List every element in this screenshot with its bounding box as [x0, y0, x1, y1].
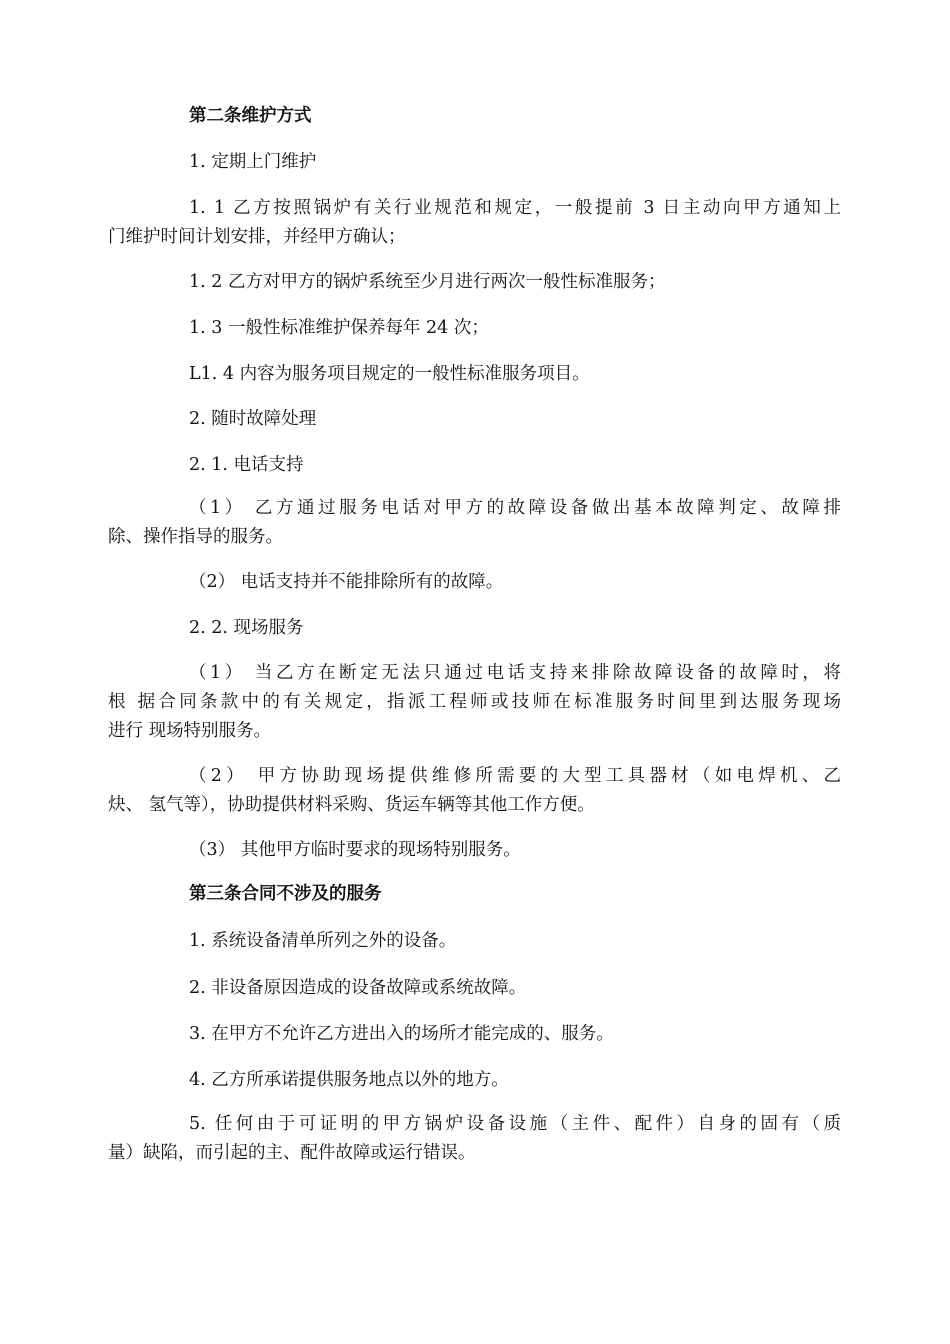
item-2-heading: 2. 随时故障处理: [189, 409, 317, 429]
item-2-1-para-2: （2） 电话支持并不能排除所有的故障。: [189, 572, 504, 592]
section-3-item-2: 2. 非设备原因造成的设备故障或系统故障。: [189, 978, 527, 998]
section-3-title: 第三条合同不涉及的服务: [189, 884, 382, 904]
item-1-1-line-1: 1. 1 乙方按照锅炉有关行业规范和规定，一般提前 3 日主动向甲方通知上: [189, 198, 841, 218]
section-3-item-1: 1. 系统设备清单所列之外的设备。: [189, 931, 457, 951]
item-2-2-para-2-line-2: 炔、 氢气等），协助提供材料采购、货运车辆等其他工作方便。: [108, 795, 595, 815]
section-3-item-5-line-1: 5. 任何由于可证明的甲方锅炉设备设施（主件、配件）自身的固有（质: [189, 1114, 841, 1134]
section-2-title: 第二条维护方式: [189, 106, 312, 126]
item-2-2-para-1-line-1: （1） 当乙方在断定无法只通过电话支持来排除故障设备的故障时，将: [189, 663, 841, 683]
item-2-2-para-1-line-2: 根 据合同条款中的有关规定，指派工程师或技师在标准服务时间里到达服务现场: [108, 692, 841, 712]
item-2-2-para-2-line-1: （2） 甲方协助现场提供维修所需要的大型工具器材（如电焊机、乙: [189, 766, 841, 786]
section-3-item-5-line-2: 量）缺陷，而引起的主、配件故障或运行错误。: [108, 1143, 476, 1163]
item-2-1-para-1-line-2: 除、操作指导的服务。: [108, 527, 283, 547]
section-3-item-3: 3. 在甲方不允许乙方进出入的场所才能完成的、服务。: [189, 1024, 614, 1044]
item-2-2-para-3: （3） 其他甲方临时要求的现场特别服务。: [189, 840, 521, 860]
item-1-3: 1. 3 一般性标准维护保养每年 24 次；: [189, 318, 489, 338]
item-2-2-heading: 2. 2. 现场服务: [189, 618, 304, 638]
item-1-4: L1. 4 内容为服务项目规定的一般性标准服务项目。: [189, 364, 590, 384]
item-1-1-line-2: 门维护时间计划安排，并经甲方确认；: [108, 227, 406, 247]
item-2-1-heading: 2. 1. 电话支持: [189, 455, 304, 475]
item-2-1-para-1-line-1: （1） 乙方通过服务电话对甲方的故障设备做出基本故障判定、故障排: [189, 498, 841, 518]
item-1-heading: 1. 定期上门维护: [189, 152, 317, 172]
item-2-2-para-1-line-3: 进行 现场特别服务。: [108, 721, 272, 741]
item-1-2: 1. 2 乙方对甲方的锅炉系统至少月进行两次一般性标准服务；: [189, 272, 666, 292]
section-3-item-4: 4. 乙方所承诺提供服务地点以外的地方。: [189, 1070, 509, 1090]
